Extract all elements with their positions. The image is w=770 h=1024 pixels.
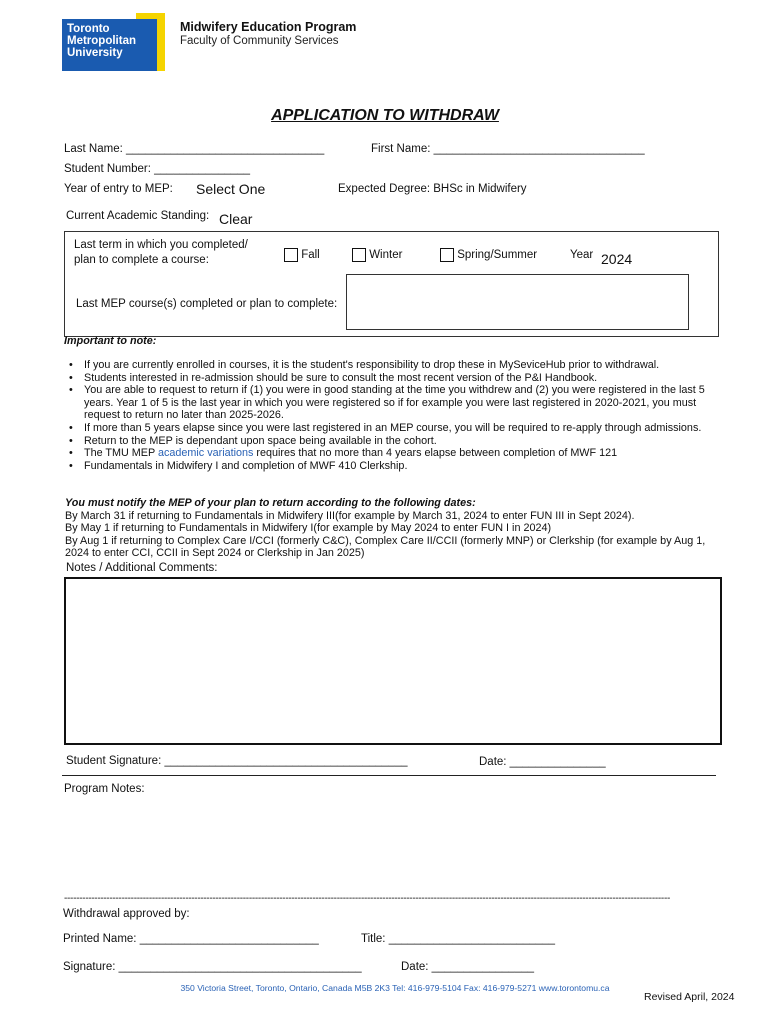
year-entry-select[interactable]: Select One: [196, 181, 266, 197]
date-item: By Aug 1 if returning to Complex Care I/CCI (formerly C&C), Complex Care II/CCII (formerly MNP) or Clerkship (for example by Aug 1, 2024 to enter CCI, CCII in Sept 2024 or Clerkship in Jan 2025): [65, 534, 706, 560]
term-label: Last term in which you completed/ plan to complete a course:: [74, 239, 248, 266]
fall-option[interactable]: Fall: [284, 248, 320, 262]
logo-text: Toronto Metropolitan University: [67, 23, 136, 59]
winter-option[interactable]: Winter: [352, 248, 402, 262]
title-field[interactable]: Title: __________________________: [361, 933, 555, 945]
academic-variations-link[interactable]: academic variations: [158, 447, 254, 460]
note-item: • The TMU MEP academic variations requires that no more than 4 years elapse between completion of MWF 121: [84, 447, 715, 460]
dates-section: [65, 497, 720, 560]
spring-summer-option[interactable]: Spring/Summer: [440, 248, 537, 262]
fall-checkbox[interactable]: [284, 248, 298, 262]
note-item: • Return to the MEP is dependant upon space being available in the cohort.: [84, 435, 715, 448]
logo-accent-bar: [156, 13, 165, 71]
student-signature-field[interactable]: Student Signature: ______________________________________: [66, 755, 408, 767]
courses-label: Last MEP course(s) completed or plan to complete:: [76, 298, 338, 310]
student-number-field[interactable]: Student Number: _______________: [64, 163, 251, 175]
year-value[interactable]: 2024: [601, 251, 633, 267]
program-name: Midwifery Education Program: [180, 20, 357, 34]
year-label: Year: [570, 249, 594, 261]
year-entry-label: Year of entry to MEP:: [64, 183, 173, 195]
form-title: APPLICATION TO WITHDRAW: [271, 107, 499, 124]
footer-address: 350 Victoria Street, Toronto, Ontario, Canada M5B 2K3 Tel: 416-979-5104 Fax: 416-979-5271 www.torontomu.ca: [180, 983, 610, 993]
dashed-divider: --------------------------------------------------------------------------------------------------------------------------------------------------------------------------------------------------------: [64, 893, 671, 904]
notes-list: [65, 359, 715, 472]
note-item: • If more than 5 years elapse since you were last registered in an MEP course, you will be required to re-apply through admissions.: [84, 422, 715, 435]
printed-name-field[interactable]: Printed Name: ____________________________: [63, 933, 319, 945]
courses-input[interactable]: [346, 274, 689, 330]
signature-date-field[interactable]: Date: _______________: [479, 756, 606, 768]
note-item: • You are able to request to return if (1) you were in good standing at the time you withdrew and (2) you were registered in the last 5 years. Year 1 of 5 is the last year in which you were registered so if for example you were last registered in 2020-2021, you must request to return no later than 2025-2026.: [84, 384, 715, 422]
revised-date: Revised April, 2024: [644, 991, 735, 1003]
winter-checkbox[interactable]: [352, 248, 366, 262]
approver-signature-field[interactable]: Signature: ______________________________________: [63, 961, 362, 973]
standing-label: Current Academic Standing:: [66, 210, 210, 222]
dates-heading: You must notify the MEP of your plan to return according to the following dates:: [65, 497, 476, 509]
important-heading: Important to note:: [64, 335, 157, 347]
comments-textarea[interactable]: [64, 577, 722, 745]
last-name-field[interactable]: Last Name: _______________________________: [64, 143, 325, 155]
standing-value[interactable]: Clear: [219, 211, 253, 227]
date-item: By May 1 if returning to Fundamentals in Midwifery I(for example by May 2024 to enter FUN I in 2024): [65, 522, 552, 535]
first-name-field[interactable]: First Name: _________________________________: [371, 143, 645, 155]
program-notes-label: Program Notes:: [64, 783, 145, 795]
date-item: By March 31 if returning to Fundamentals in Midwifery III(for example by March 31, 2024 to enter FUN III in Sept 2024).: [65, 509, 635, 522]
note-item: • Fundamentals in Midwifery I and completion of MWF 410 Clerkship.: [84, 460, 715, 473]
expected-degree: Expected Degree: BHSc in Midwifery: [338, 183, 527, 195]
approver-date-field[interactable]: Date: ________________: [401, 961, 535, 973]
divider: [62, 775, 716, 776]
note-item: • Students interested in re-admission should be sure to consult the most recent version of the P&I Handbook.: [84, 372, 715, 385]
spring-summer-checkbox[interactable]: [440, 248, 454, 262]
comments-label: Notes / Additional Comments:: [66, 562, 218, 574]
approval-heading: Withdrawal approved by:: [63, 908, 190, 920]
note-item: • If you are currently enrolled in courses, it is the student's responsibility to drop these in MySeviceHub prior to withdrawal.: [84, 359, 715, 372]
faculty-name: Faculty of Community Services: [180, 35, 339, 47]
